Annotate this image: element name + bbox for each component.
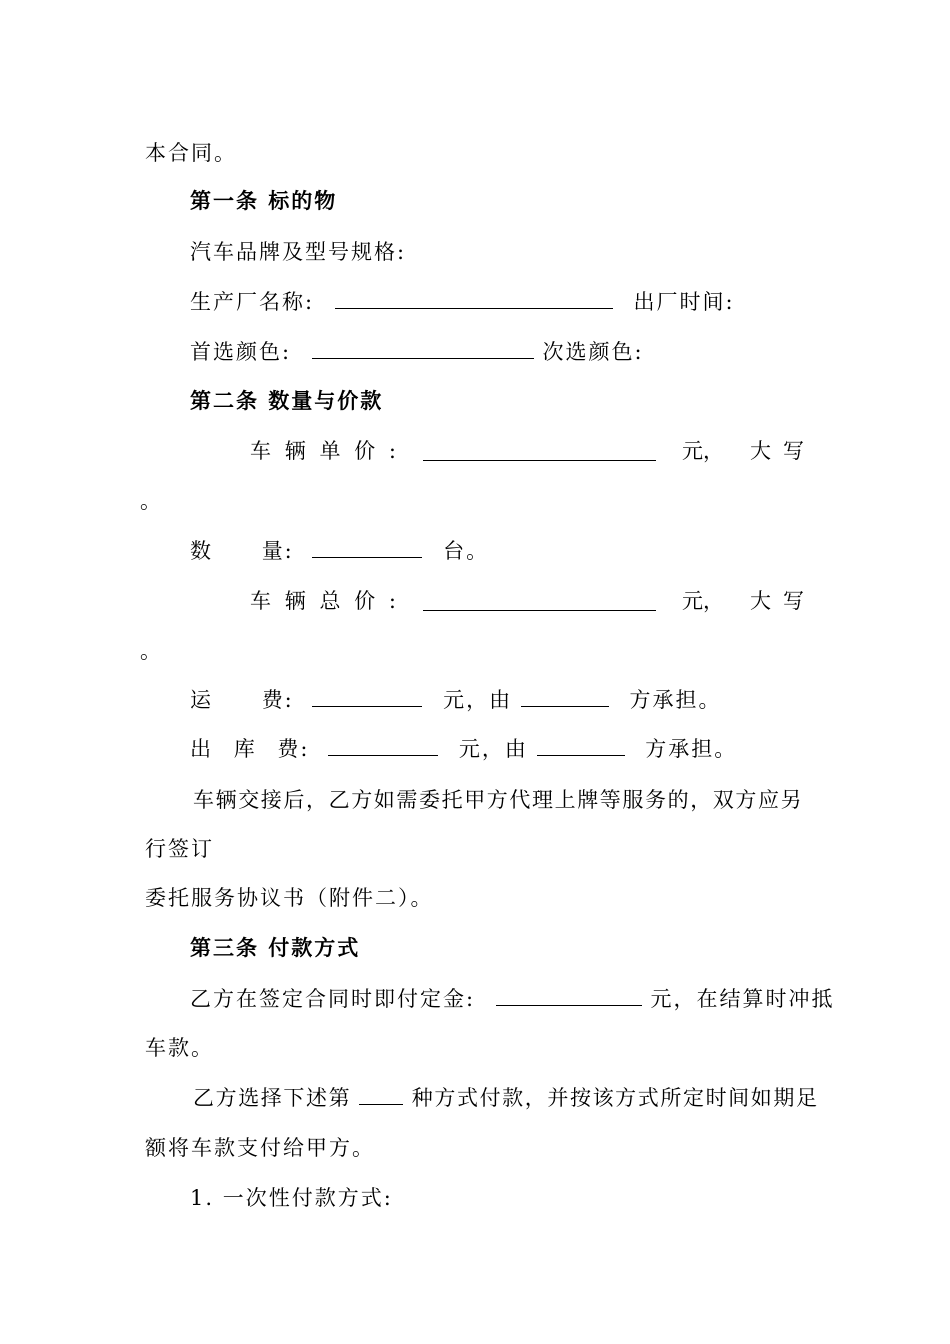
choose-label: 乙方选择下述第 bbox=[193, 1086, 352, 1110]
yuan-char: 元 bbox=[682, 439, 703, 463]
primary-color-label: 首选颜色: bbox=[190, 340, 292, 364]
quantity-row bbox=[190, 539, 489, 563]
outbound-amount-blank bbox=[328, 737, 438, 756]
outbound-label-b: 库 bbox=[233, 737, 257, 761]
freight-bear: 方承担。 bbox=[629, 688, 722, 712]
comma-char: ， bbox=[703, 439, 724, 463]
deposit-line-2: 车款。 bbox=[145, 1036, 214, 1060]
label-char: 辆 bbox=[284, 589, 306, 613]
total-price-period: 。 bbox=[140, 639, 163, 663]
label-char: 价 bbox=[354, 439, 376, 463]
label-char: 价 bbox=[354, 589, 376, 613]
daxie-char: 写 bbox=[783, 439, 804, 463]
unit-price-blank bbox=[423, 442, 656, 461]
unit-price-label bbox=[250, 439, 396, 463]
choose-tail: 种方式付款，并按该方式所定时间如期足 bbox=[411, 1086, 819, 1110]
choose-row bbox=[193, 1086, 819, 1110]
text-line: 本合同。 bbox=[145, 141, 237, 165]
unit-price-yuan bbox=[682, 439, 724, 463]
total-price-label bbox=[250, 589, 396, 613]
daxie-char: 大 bbox=[750, 439, 771, 463]
label-char: 单 bbox=[319, 439, 341, 463]
freight-amount-blank bbox=[312, 688, 422, 707]
label-char: 车 bbox=[250, 439, 271, 463]
outbound-bear: 方承担。 bbox=[645, 737, 738, 761]
deposit-amount-blank bbox=[496, 987, 642, 1006]
unit-price-daxie bbox=[750, 439, 804, 463]
choose-method-blank bbox=[359, 1086, 403, 1105]
yuan-char: 元 bbox=[682, 589, 703, 613]
deposit-row bbox=[190, 987, 834, 1011]
freight-row bbox=[190, 688, 722, 712]
brand-model-label: 汽车品牌及型号规格: bbox=[190, 240, 407, 264]
deposit-tail: 元，在结算时冲抵 bbox=[650, 987, 835, 1011]
outbound-fee-row bbox=[190, 737, 737, 761]
freight-yuan-you: 元，由 bbox=[443, 688, 513, 712]
handover-line-2: 行签订 bbox=[145, 837, 214, 861]
handover-line-1: 车辆交接后，乙方如需委托甲方代理上牌等服务的，双方应另 bbox=[193, 788, 804, 812]
daxie-char: 写 bbox=[783, 589, 804, 613]
total-price-yuan bbox=[682, 589, 724, 613]
manufacturer-label: 生产厂名称: bbox=[190, 290, 315, 314]
daxie-char: 大 bbox=[750, 589, 771, 613]
quantity-label-a: 数 bbox=[190, 539, 213, 563]
quantity-blank bbox=[312, 539, 422, 558]
payment-item-1: 1. 一次性付款方式: bbox=[190, 1186, 393, 1210]
article-3-heading: 第三条 付款方式 bbox=[190, 935, 361, 960]
label-char: 辆 bbox=[284, 439, 306, 463]
primary-color-blank bbox=[312, 340, 534, 359]
outbound-label-a: 出 bbox=[190, 737, 213, 761]
quantity-label-b: 量: bbox=[261, 539, 294, 563]
unit-price-period: 。 bbox=[140, 489, 163, 513]
manufacturer-row bbox=[190, 290, 735, 314]
freight-label-a: 运 bbox=[190, 688, 213, 712]
article-1-heading: 第一条 标的物 bbox=[190, 188, 338, 213]
handover-line-3: 委托服务协议书（附件二）。 bbox=[145, 886, 434, 910]
outbound-label-c: 费: bbox=[277, 737, 310, 761]
factory-time-label: 出厂时间: bbox=[633, 290, 735, 314]
label-char: : bbox=[388, 439, 396, 463]
choose-line-2: 额将车款支付给甲方。 bbox=[145, 1136, 375, 1160]
article-2-heading: 第二条 数量与价款 bbox=[190, 388, 384, 413]
comma-char: ， bbox=[703, 589, 724, 613]
secondary-color-label: 次选颜色: bbox=[542, 340, 644, 364]
color-row bbox=[190, 340, 644, 364]
outbound-party-blank bbox=[537, 737, 625, 756]
freight-label-b: 费: bbox=[261, 688, 294, 712]
quantity-unit: 台。 bbox=[443, 539, 490, 563]
deposit-label: 乙方在签定合同时即付定金: bbox=[190, 987, 476, 1011]
freight-party-blank bbox=[521, 688, 609, 707]
label-char: 总 bbox=[319, 589, 341, 613]
outbound-yuan-you: 元，由 bbox=[458, 737, 528, 761]
total-price-daxie bbox=[750, 589, 804, 613]
label-char: 车 bbox=[250, 589, 271, 613]
manufacturer-blank bbox=[335, 290, 613, 309]
total-price-blank bbox=[423, 592, 656, 611]
label-char: : bbox=[388, 589, 396, 613]
